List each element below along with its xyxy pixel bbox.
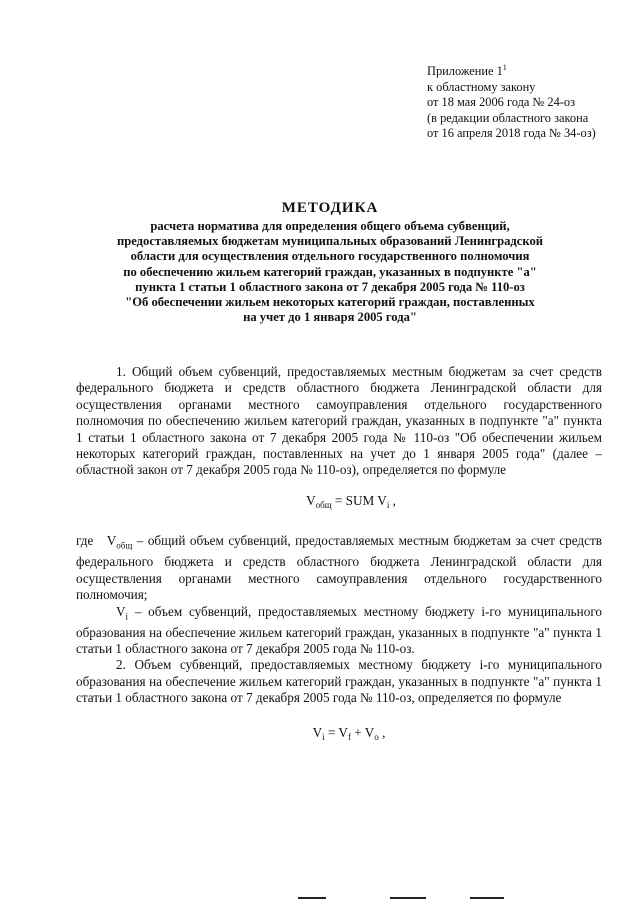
definition-symbol: V — [116, 603, 126, 619]
formula-text: , — [378, 724, 386, 740]
formula-subscript: i — [322, 731, 325, 742]
paragraph-1: 1. Общий объем субвенций, предоставляемых местным бюджетам за счет средств федерального бюджета и средств областного бюджета Ленинградской области для осуществления органами местного самоуправления отдельного государственного полномочия по обеспечению жильем категорий граждан, указанных в подпункте "а" пункта 1 статьи 1 областного закона от 7 декабря 2005 года № 110-оз "Об обеспечении жильем некоторых категорий граждан, поставленных на учет до 1 января 2005 года" (далее – областной закон от 7 декабря 2005 года № 110-оз), определяется по формуле — [76, 364, 602, 478]
definition-subscript: i — [125, 611, 129, 622]
title-heading: МЕТОДИКА — [281, 200, 379, 216]
title-line: области для осуществления отдельного государственного полномочия — [130, 249, 530, 264]
scan-edge-mark — [470, 897, 504, 899]
scan-edge-mark — [390, 897, 426, 899]
formula-total — [76, 493, 602, 513]
appendix-line-3: от 18 мая 2006 года № 24-оз — [427, 95, 576, 110]
formula-text: , — [389, 492, 396, 508]
title-subheading — [60, 219, 600, 325]
appendix-line-2: к областному закону — [427, 79, 536, 94]
formula-subscript: общ — [315, 499, 332, 510]
definition-v-total — [76, 533, 602, 603]
scan-edge-mark — [298, 897, 326, 899]
definition-subscript: общ — [116, 540, 133, 551]
appendix-note — [427, 60, 627, 142]
definition-lead: где — [76, 533, 107, 549]
title-line: на учет до 1 января 2005 года" — [243, 310, 417, 325]
formula-vi — [76, 725, 602, 745]
definition-v-i — [76, 604, 602, 658]
document-body — [76, 364, 602, 765]
paragraph-2: 2. Объем субвенций, предоставляемых местному бюджету i-го муниципального образования на обеспечение жильем категорий граждан, указанных в подпункте "а" пункта 1 статьи 1 областного закона от 7 декабря 2005 года № 110-оз, определяется по формуле — [76, 657, 602, 706]
appendix-line-5: от 16 апреля 2018 года № 34-оз) — [427, 126, 596, 141]
formula-text: + V — [350, 724, 375, 740]
definition-text: – общий объем субвенций, предоставляемых местным бюджетам за счет средств федерального бюджета и средств областного бюджета Ленинградской области для осуществления органами местного самоуправления отдельного государственного полномочия; — [76, 533, 602, 603]
title-line: "Об обеспечении жильем некоторых категорий граждан, поставленных — [125, 295, 535, 310]
title-line: по обеспечению жильем категорий граждан, указанных в подпункте "а" — [123, 264, 537, 279]
definition-symbol: V — [106, 533, 117, 549]
appendix-line-1 — [427, 60, 627, 80]
appendix-superscript: 1 — [502, 63, 507, 72]
title-line: предоставляемых бюджетам муниципальных образований Ленинградской — [116, 234, 543, 249]
formula-symbol: V — [306, 492, 316, 508]
formula-subscript: f — [347, 731, 351, 742]
formula-symbol: V — [312, 724, 323, 740]
formula-text: = SUM V — [331, 492, 387, 508]
formula-text: = V — [324, 724, 348, 740]
appendix-line-4: (в редакции областного закона — [427, 110, 589, 125]
title-line: расчета норматива для определения общего объема субвенций, — [150, 219, 510, 233]
definition-text: – объем субвенций, предоставляемых местному бюджету i-го муниципального образования на обеспечение жильем категорий граждан, указанных в подпункте "а" пункта 1 статьи 1 областного закона от 7 декабря 2005 года № 110-оз. — [76, 603, 602, 656]
appendix-label: Приложение 1 — [427, 64, 503, 78]
title-line: пункта 1 статьи 1 областного закона от 7 декабря 2005 года № 110-оз — [135, 279, 525, 294]
document-title — [60, 200, 600, 325]
formula-subscript: i — [386, 499, 390, 510]
formula-subscript: o — [374, 731, 379, 742]
